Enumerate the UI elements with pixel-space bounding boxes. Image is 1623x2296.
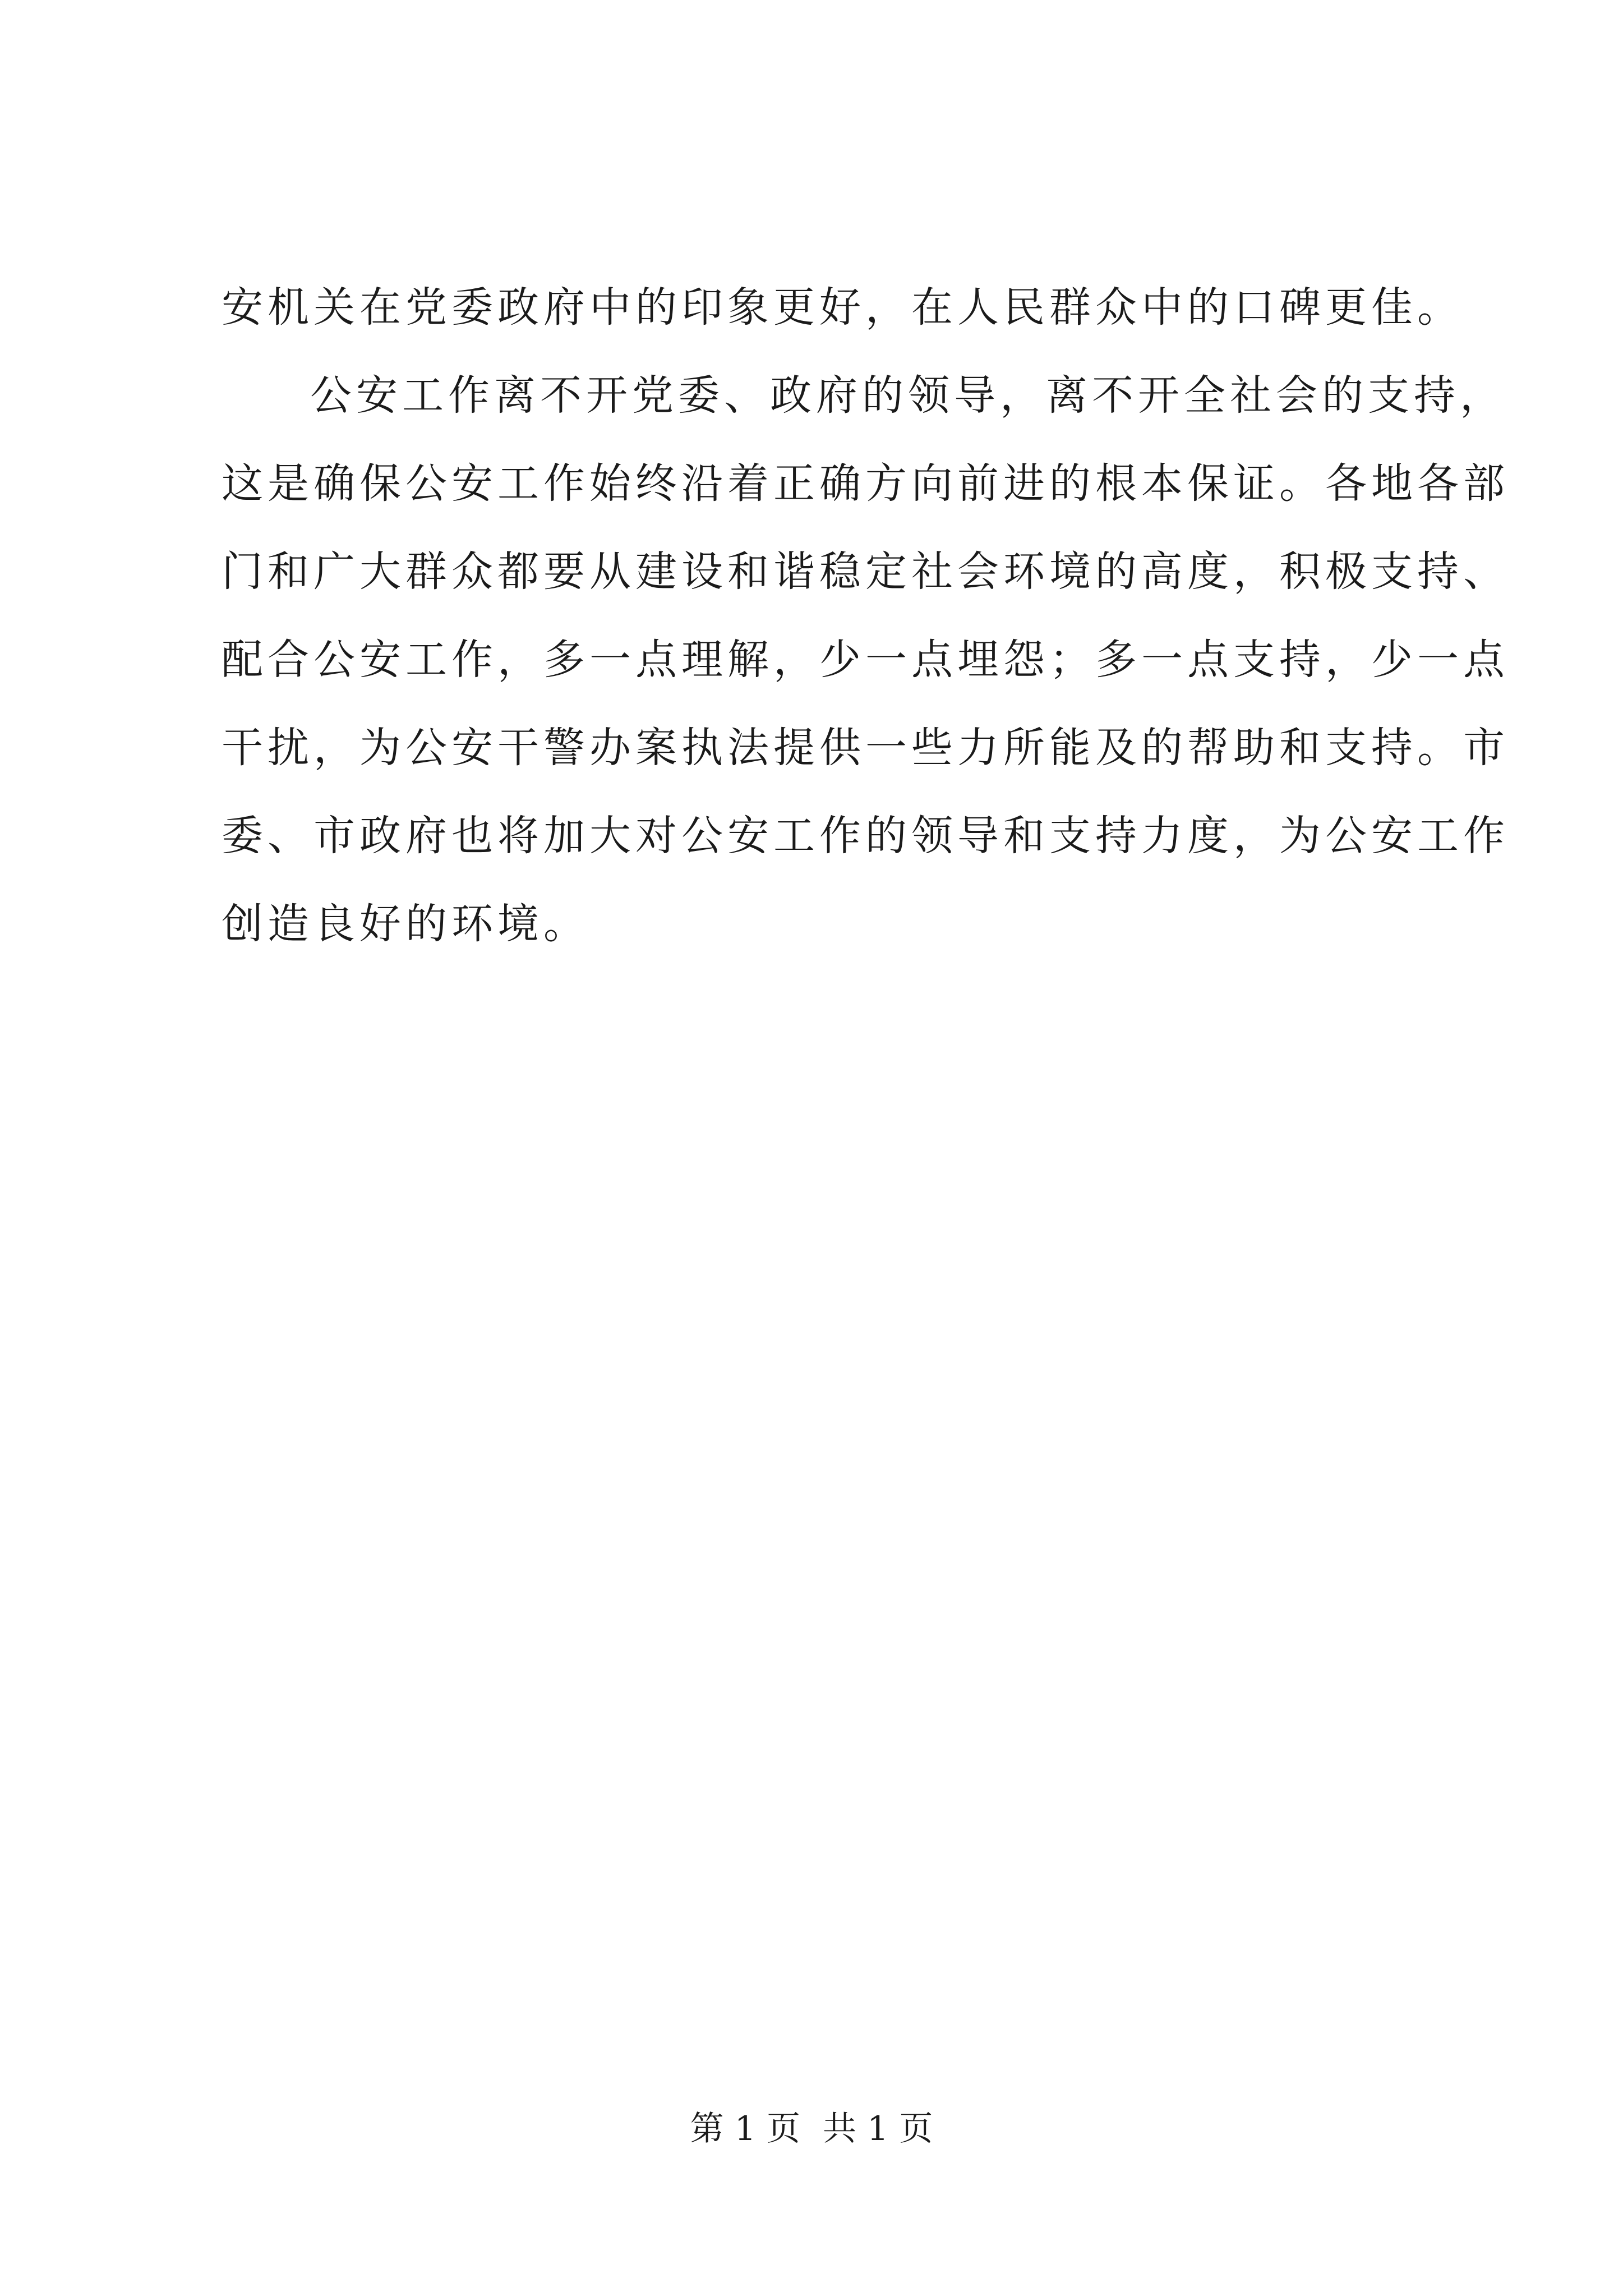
- text-line: 门和广大群众都要从建设和谐稳定社会环境的高度，积极支持、: [222, 547, 1509, 596]
- page-number-current: 第 1 页: [690, 2109, 800, 2148]
- text-line: 委、市政府也将加大对公安工作的领导和支持力度，为公安工作: [222, 812, 1509, 860]
- page-number-total: 共 1 页: [823, 2109, 933, 2148]
- text-line: 配合公安工作，多一点理解，少一点埋怨；多一点支持，少一点: [222, 636, 1509, 684]
- text-line: 干扰，为公安干警办案执法提供一些力所能及的帮助和支持。市: [222, 724, 1509, 772]
- body-text: [222, 264, 1509, 968]
- paragraph-first-line: 公安工作离不开党委、政府的领导，离不开全社会的支持，: [310, 371, 1506, 420]
- text-line: 安机关在党委政府中的印象更好，在人民群众中的口碑更佳。: [222, 283, 1463, 332]
- page-footer: [0, 2106, 1623, 2151]
- text-line: 创造良好的环境。: [222, 900, 589, 948]
- text-line: 这是确保公安工作始终沿着正确方向前进的根本保证。各地各部: [222, 459, 1509, 508]
